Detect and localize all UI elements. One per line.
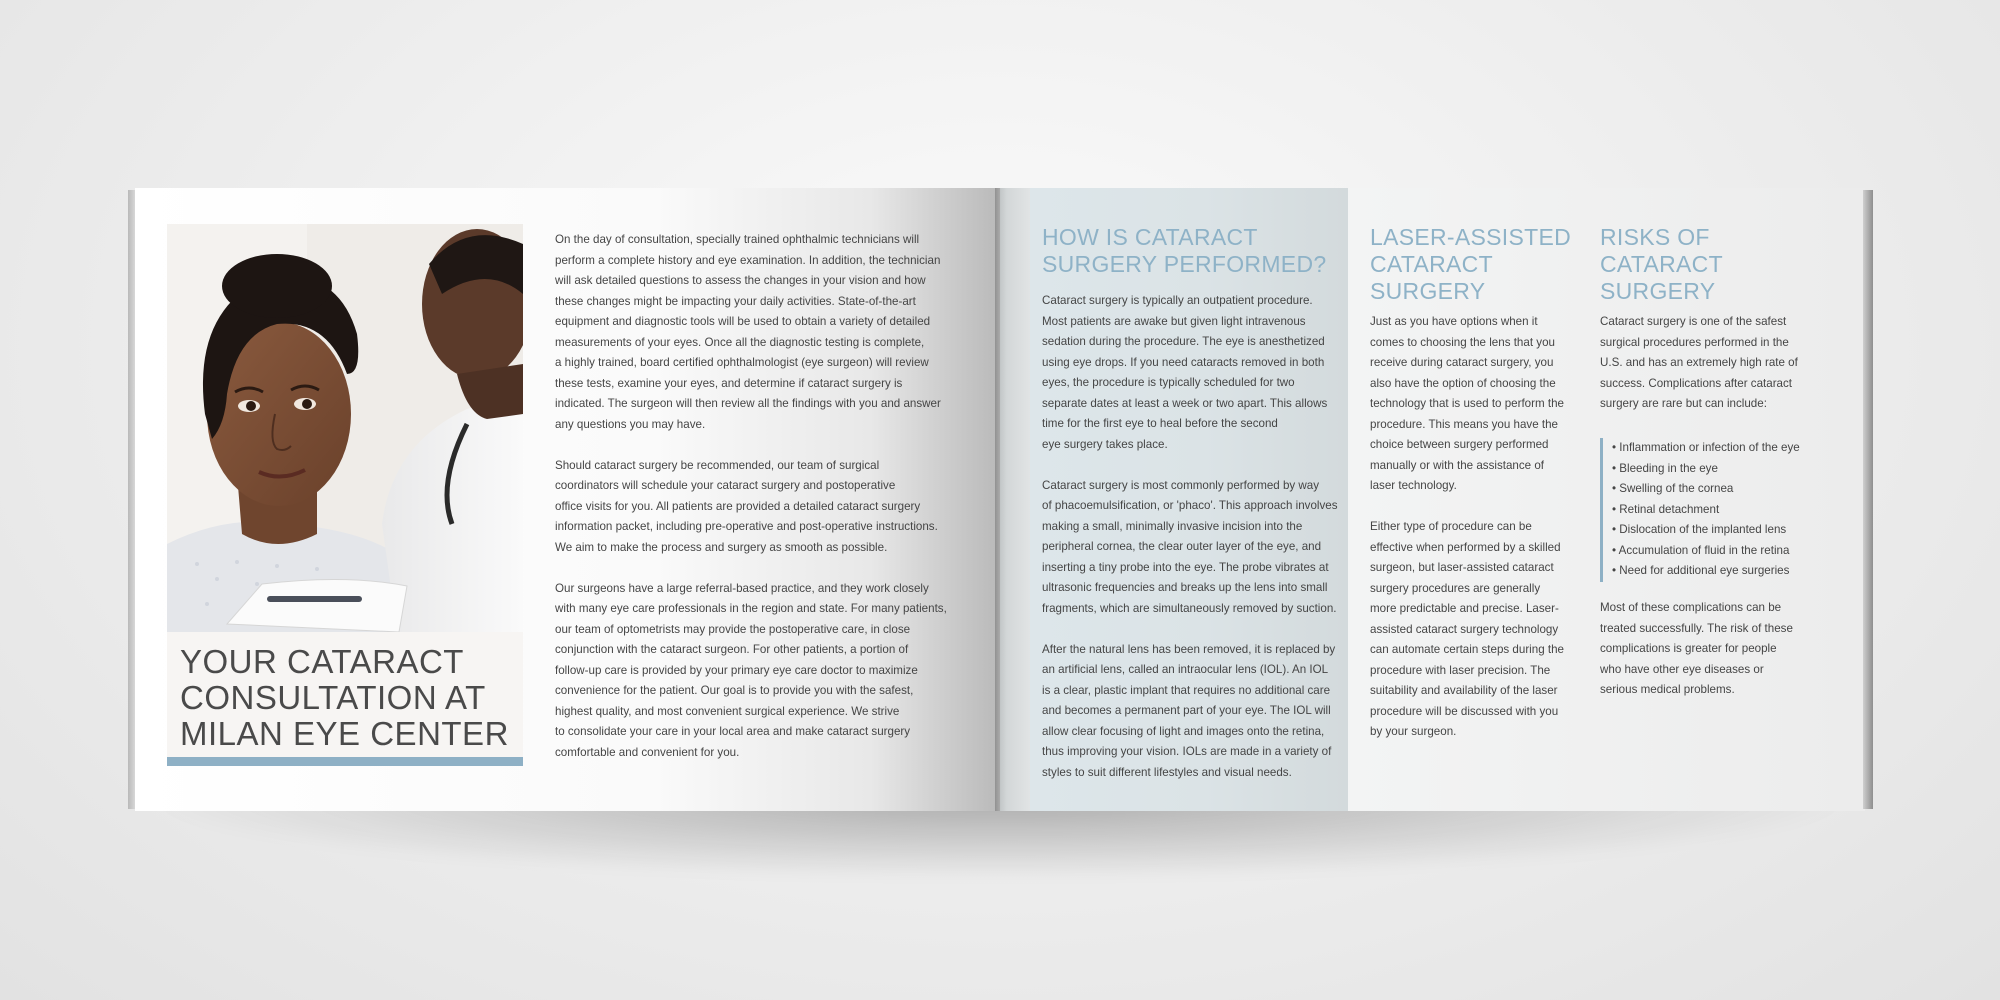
text-line: serious medical problems. (1600, 683, 1735, 696)
text-line: Cataract surgery is one of the safest (1600, 315, 1787, 328)
risks-intro-paragraph (1600, 312, 1820, 415)
text-line: technology that is used to perform the (1370, 397, 1564, 410)
text-line: follow-up care is provided by your primary eye care doctor to maximize (555, 663, 918, 677)
consultation-paragraph-2 (555, 456, 955, 559)
page-title-line-2: CONSULTATION AT (180, 679, 486, 716)
text-line: effective when performed by a skilled (1370, 540, 1561, 554)
text-line: inserting a tiny probe into the eye. The probe vibrates at (1042, 560, 1329, 574)
text-line: and becomes a permanent part of your eye. The IOL will (1042, 704, 1331, 717)
text-line: treated successfully. The risk of these (1600, 621, 1793, 635)
left-page (135, 188, 1000, 811)
text-line: Just as you have options when it (1370, 315, 1538, 328)
risk-item: • Need for additional eye surgeries (1612, 564, 1790, 577)
consultation-paragraph-1 (555, 230, 955, 435)
text-line: these tests, examine your eyes, and determine if cataract surgery is (555, 376, 903, 390)
risks-intro (1600, 312, 1820, 435)
right-page (1000, 188, 1865, 811)
text-line: making a small, minimally invasive incision into the (1042, 519, 1303, 533)
risk-item: • Accumulation of fluid in the retina (1612, 543, 1790, 557)
text-line: On the day of consultation, specially trained ophthalmic technicians will (555, 233, 920, 246)
text-line: perform a complete history and eye examination. In addition, the technician (555, 253, 941, 267)
text-line: surgeon, but laser-assisted cataract (1370, 561, 1554, 574)
text-line: Our surgeons have a large referral-based practice, and they work closely (555, 581, 929, 595)
risks-heading-line-3: SURGERY (1600, 278, 1716, 304)
text-line: coordinators will schedule your cataract surgery and postoperative (555, 479, 896, 492)
photo-illustration (167, 224, 523, 632)
text-line: will ask detailed questions to assess the changes in your vision and how (555, 274, 926, 287)
text-line: peripheral cornea, the clear outer layer of the eye, and (1042, 540, 1322, 553)
text-line: sedation during the procedure. The eye is anesthetized (1042, 335, 1325, 348)
procedure-text (1042, 291, 1342, 804)
text-line: Cataract surgery is typically an outpatient procedure. (1042, 294, 1313, 307)
procedure-heading (1042, 224, 1342, 278)
laser-text (1370, 312, 1580, 763)
text-line: any questions you may have. (555, 417, 706, 431)
text-line: assisted cataract surgery technology (1370, 622, 1559, 636)
consultation-text (555, 230, 955, 784)
text-line: comfortable and convenient for you. (555, 745, 740, 759)
risk-item: • Bleeding in the eye (1612, 461, 1718, 475)
risk-item: • Inflammation or infection of the eye (1612, 441, 1800, 454)
procedure-paragraph-1 (1042, 291, 1342, 455)
text-line: by your surgeon. (1370, 725, 1457, 738)
title-accent-bar (167, 757, 523, 766)
text-line: After the natural lens has been removed, it is replaced by (1042, 642, 1336, 656)
text-line: suitability and availability of the laser (1370, 684, 1558, 697)
text-line: Most of these complications can be (1600, 601, 1782, 614)
text-line: choice between surgery performed (1370, 438, 1549, 451)
laser-heading-line-3: SURGERY (1370, 278, 1486, 304)
laser-paragraph-2 (1370, 517, 1580, 743)
text-line: eye surgery takes place. (1042, 437, 1168, 451)
text-line: complications is greater for people (1600, 642, 1777, 655)
text-line: receive during cataract surgery, you (1370, 356, 1554, 369)
text-line: highest quality, and most convenient surgical experience. We strive (555, 704, 900, 718)
text-line: Should cataract surgery be recommended, our team of surgical (555, 458, 880, 472)
text-line: measurements of your eyes. Once all the diagnostic testing is complete, (555, 335, 925, 349)
text-line: surgical procedures performed in the (1600, 335, 1789, 349)
text-line: an artificial lens, called an intraocular lens (IOL). An IOL (1042, 663, 1329, 676)
text-line: Cataract surgery is most commonly performed by way (1042, 478, 1320, 492)
risk-item: • Retinal detachment (1612, 502, 1720, 516)
text-line: also have the option of choosing the (1370, 376, 1556, 390)
text-line: using eye drops. If you need cataracts removed in both (1042, 355, 1325, 369)
text-line: thus improving your vision. IOLs are made in a variety of (1042, 745, 1332, 758)
text-line: time for the first eye to heal before the second (1042, 417, 1278, 430)
text-line: U.S. and has an extremely high rate of (1600, 356, 1798, 369)
text-line: manually or with the assistance of (1370, 458, 1544, 472)
risks-heading (1600, 224, 1820, 305)
text-line: ultrasonic frequencies and breaks up the lens into small (1042, 581, 1328, 594)
laser-heading-line-1: LASER-ASSISTED (1370, 224, 1572, 250)
text-line: success. Complications after cataract (1600, 376, 1793, 390)
text-line: procedure will be discussed with you (1370, 704, 1559, 718)
text-line: these changes might be impacting your daily activities. State-of-the-art (555, 294, 916, 308)
spine-shadow (995, 188, 1007, 811)
text-line: can automate certain steps during the (1370, 643, 1564, 656)
text-line: who have other eye diseases or (1600, 662, 1764, 676)
text-line: separate dates at least a week or two apart. This allows (1042, 396, 1328, 410)
risks-heading-line-1: RISKS OF (1600, 224, 1710, 250)
text-line: conjunction with the cataract surgeon. For other patients, a portion of (555, 643, 909, 656)
text-line: indicated. The surgeon will then review all the findings with you and answer (555, 397, 941, 410)
risk-item: • Swelling of the cornea (1612, 482, 1734, 495)
risks-heading-line-2: CATARACT (1600, 251, 1723, 277)
text-line: allow clear focusing of light and images onto the retina, (1042, 724, 1325, 738)
risks-closing-paragraph (1600, 598, 1820, 701)
text-line: styles to suit different lifestyles and visual needs. (1042, 765, 1292, 779)
risks-list (1600, 438, 1852, 582)
text-line: procedure. This means you have the (1370, 417, 1558, 431)
page-title-line-1: YOUR CATARACT (180, 643, 464, 680)
text-line: procedure with laser precision. The (1370, 663, 1551, 677)
procedure-heading-line-1: HOW IS CATARACT (1042, 224, 1258, 250)
text-line: our team of optometrists may provide the postoperative care, in close (555, 622, 911, 636)
text-line: a highly trained, board certified ophthalmologist (eye surgeon) will review (555, 356, 929, 369)
text-line: surgery procedures are generally (1370, 581, 1541, 595)
text-line: surgery are rare but can include: (1600, 397, 1767, 410)
text-line: more predictable and precise. Laser- (1370, 602, 1559, 615)
text-line: We aim to make the process and surgery as smooth as possible. (555, 540, 888, 554)
text-line: comes to choosing the lens that you (1370, 335, 1555, 349)
text-line: convenience for the patient. Our goal is to provide you with the safest, (555, 684, 914, 697)
page-title-line-3: MILAN EYE CENTER (180, 715, 509, 752)
text-line: information packet, including pre-operative and post-operative instructions. (555, 520, 938, 533)
text-line: with many eye care professionals in the region and state. For many patients, (555, 602, 947, 615)
text-line: office visits for you. All patients are provided a detailed cataract surgery (555, 499, 921, 513)
left-title-block (167, 632, 523, 766)
text-line: Most patients are awake but given light intravenous (1042, 314, 1306, 328)
procedure-paragraph-3 (1042, 640, 1342, 784)
text-line: to consolidate your care in your local area and make cataract surgery (555, 725, 911, 738)
laser-heading-line-2: CATARACT (1370, 251, 1493, 277)
right-page-edge (1863, 190, 1873, 809)
risk-item: • Dislocation of the implanted lens (1612, 523, 1787, 536)
procedure-heading-line-2: SURGERY PERFORMED? (1042, 251, 1327, 277)
brochure-spread (128, 188, 1873, 811)
consultation-paragraph-3 (555, 579, 955, 764)
text-line: Either type of procedure can be (1370, 520, 1532, 533)
text-line: eyes, the procedure is typically scheduled for two (1042, 376, 1295, 389)
laser-heading (1370, 224, 1580, 305)
risks-closing (1600, 598, 1820, 721)
text-line: fragments, which are simultaneously removed by suction. (1042, 601, 1337, 615)
text-line: laser technology. (1370, 479, 1457, 492)
procedure-paragraph-2 (1042, 476, 1342, 620)
laser-paragraph-1 (1370, 312, 1580, 497)
text-line: of phacoemulsification, or 'phaco'. This approach involves (1042, 499, 1338, 512)
text-line: equipment and diagnostic tools will be used to obtain a variety of detailed (555, 315, 931, 328)
text-line: is a clear, plastic implant that requires no additional care (1042, 683, 1331, 697)
doctor-patient-photo (167, 224, 523, 632)
